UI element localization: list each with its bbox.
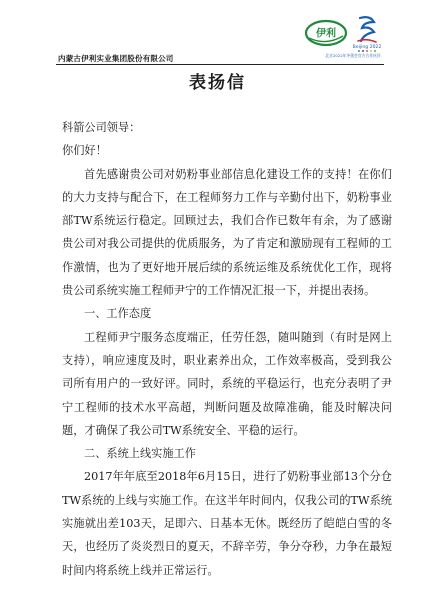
partner-note: 北京2022年冬奥会官方合作伙伴 (325, 53, 381, 58)
logo-text: 伊利 (316, 28, 336, 40)
greeting: 你们好！ (62, 144, 107, 158)
letterhead (0, 0, 435, 66)
letter-body (62, 116, 392, 582)
letter-title: 表扬信 (189, 73, 246, 93)
intro-paragraph: 首先感谢贵公司对奶粉事业部信息化建设工作的支持！在你们的大力支持与配合下，在工程师努力工作与辛勤付出下，奶粉事业部TW系统运行稳定。回顾过去，我们合作已数年有余，为了感谢贵公司对我公司提供的优质服务，为了肯定和激励现有工程师的工作激情，也为了更好地开展后续的系统运维及系统优化工作，现将贵公司系统实施工程师尹宁的工作情况汇报一下，并提出表扬。 (62, 167, 392, 298)
section-heading-attitude: 一、工作态度 (84, 307, 152, 321)
yili-logo (304, 18, 348, 48)
olympic-text: Beijing 2022 (352, 45, 382, 50)
salutation: 科箭公司领导： (62, 121, 141, 134)
header-rule (56, 64, 384, 65)
company-name: 内蒙古伊利实业集团股份有限公司 (58, 54, 174, 63)
beijing-2022-emblem (350, 14, 384, 52)
section-heading-implementation: 二、系统上线实施工作 (84, 447, 196, 461)
implementation-paragraph: 2017年年底至2018年6月15日，进行了奶粉事业部13个分仓TW系统的上线与实施工作。在这半年时间内，仅我公司的TW系统实施就出差103天，足即六、日基本无休。既经历了皑皑白雪的冬天，也经历了炎炎烈日的夏天，不辞辛劳，争分夺秒，力争在最短时间内将系统上线并正常运行。 (62, 470, 392, 577)
attitude-paragraph: 工程师尹宁服务态度端正，任劳任怨，随叫随到（有时是网上支持），响应速度及时，职业素养出众，工作效率极高，受到我公司所有用户的一致好评。同时，系统的平稳运行，也充分表明了尹宁工程师的技术水平高超，判断问题及故障准确，能及时解决问题，才确保了我公司TW系统安全、平稳的运行。 (62, 330, 392, 437)
